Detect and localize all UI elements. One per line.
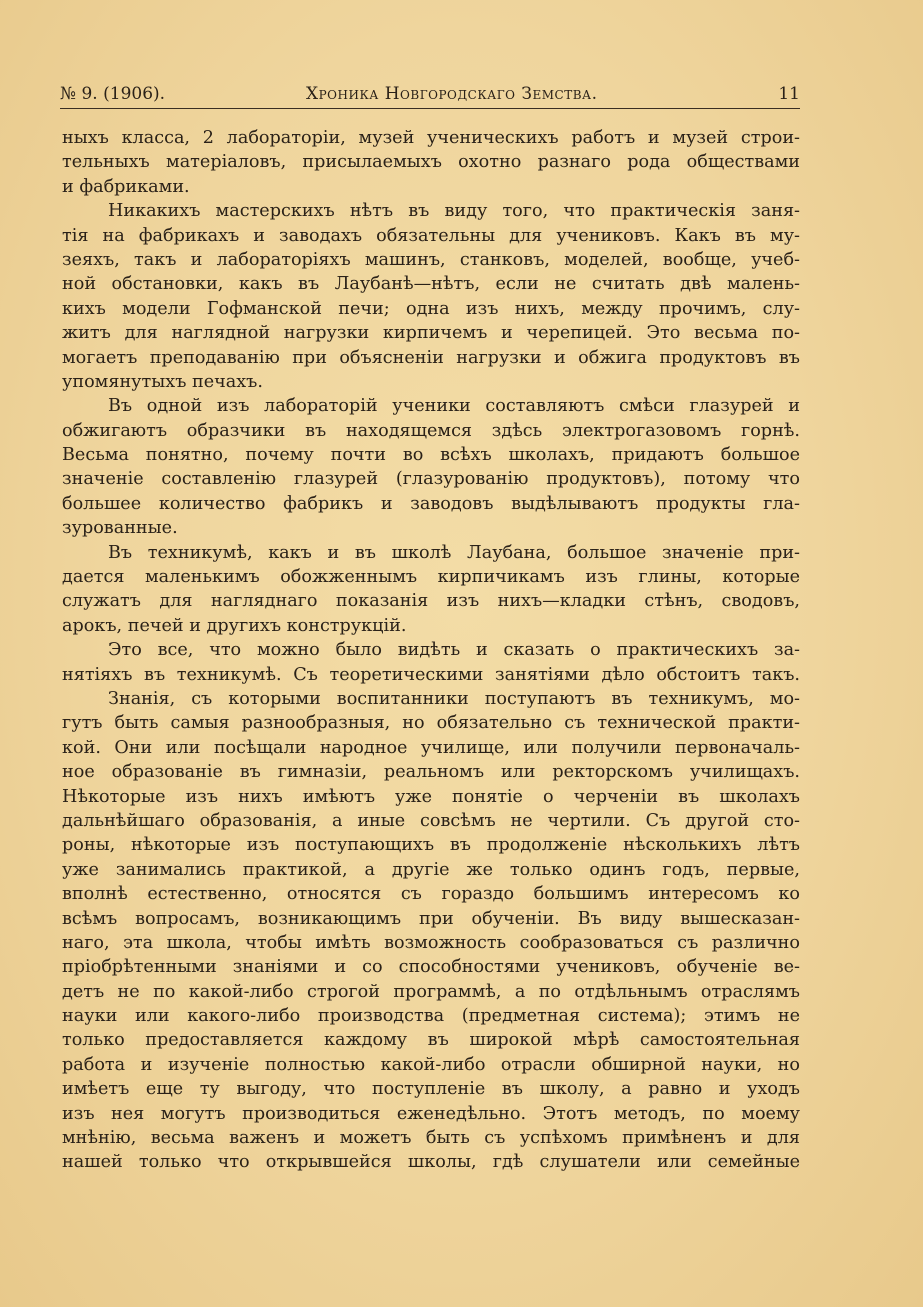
text-line: Весьма понятно, почему почти во всѣхъ школахъ, придаютъ большое — [62, 445, 800, 466]
text-line: кихъ модели Гофманской печи; одна изъ нихъ, между прочимъ, слу- — [62, 298, 800, 319]
text-line: дальнѣйшаго образованія, а иные совсѣмъ не чертили. Съ другой сто- — [62, 810, 800, 831]
text-line: служатъ для нагляднаго показанія изъ нихъ—кладки стѣнъ, сводовъ, — [62, 591, 800, 612]
text-line: наго, эта школа, чтобы имѣть возможность сообразоваться съ различно — [62, 932, 800, 953]
text-line: могаетъ преподаванію при объясненіи нагрузки и обжига продуктовъ въ — [62, 347, 800, 368]
text-line: обжигаютъ образчики въ находящемся здѣсь электрогазовомъ горнѣ. — [62, 420, 800, 441]
text-line: арокъ, печей и другихъ конструкцій. — [62, 615, 407, 636]
text-line: зурованные. — [62, 518, 178, 539]
text-line: Это все, что можно было видѣть и сказать о практическихъ за- — [108, 640, 800, 661]
text-line: Въ техникумѣ, какъ и въ школѣ Лаубана, большое значеніе при- — [108, 542, 800, 563]
text-line: имѣетъ еще ту выгоду, что поступленіе въ школу, а равно и уходъ — [62, 1079, 800, 1100]
text-line: упомянутыхъ печахъ. — [62, 371, 263, 392]
text-line: Въ одной изъ лабораторій ученики составляютъ смѣси глазурей и — [108, 396, 800, 417]
text-line: науки или какого-либо производства (предметная система); этимъ не — [62, 1006, 800, 1027]
text-line: тельныхъ матеріаловъ, присылаемыхъ охотно разнаго рода обществами — [62, 152, 800, 173]
text-line: дается маленькимъ обожженнымъ кирпичикамъ изъ глины, которые — [62, 567, 800, 588]
text-line: нашей только что открывшейся школы, гдѣ слушатели или семейные — [62, 1152, 800, 1173]
issue-number: № 9. (1906). — [60, 84, 166, 104]
text-line: мнѣнію, весьма важенъ и можетъ быть съ успѣхомъ примѣненъ и для — [62, 1128, 800, 1149]
text-line: гутъ быть самыя разнообразныя, но обязательно съ технической практи- — [62, 713, 800, 734]
text-line: всѣмъ вопросамъ, возникающимъ при обученіи. Въ виду вышесказан- — [62, 908, 800, 929]
running-header — [60, 80, 800, 109]
text-line: Никакихъ мастерскихъ нѣтъ въ виду того, что практическія заня- — [108, 201, 800, 222]
text-line: вполнѣ естественно, относятся съ гораздо большимъ интересомъ ко — [62, 884, 800, 905]
text-line: работа и изученіе полностью какой-либо отрасли обширной науки, но — [62, 1054, 800, 1075]
text-line: нятіяхъ въ техникумѣ. Съ теоретическими занятіями дѣло обстоитъ такъ. — [62, 664, 800, 685]
text-line: пріобрѣтенными знаніями и со способностями учениковъ, обученіе ве- — [62, 957, 800, 978]
text-line: Нѣкоторые изъ нихъ имѣютъ уже понятіе о черченіи въ школахъ — [62, 786, 800, 807]
text-line: уже занимались практикой, а другіе же только одинъ годъ, первые, — [62, 859, 800, 880]
text-line: житъ для наглядной нагрузки кирпичемъ и черепицей. Это весьма по- — [62, 323, 800, 344]
text-line: ное образованіе въ гимназіи, реальномъ или ректорскомъ училищахъ. — [62, 762, 800, 783]
text-line: зеяхъ, такъ и лабораторіяхъ машинъ, станковъ, моделей, вообще, учеб- — [62, 249, 800, 270]
text-line: детъ не по какой-либо строгой программѣ, а по отдѣльнымъ отраслямъ — [62, 981, 800, 1002]
text-line: большее количество фабрикъ и заводовъ выдѣлываютъ продукты гла- — [62, 493, 800, 514]
text-line: значеніе составленію глазурей (глазурованію продуктовъ), потому что — [62, 469, 800, 490]
text-line: роны, нѣкоторые изъ поступающихъ въ продолженіе нѣсколькихъ лѣтъ — [62, 835, 800, 856]
journal-title: Хроника Новгородскаго Земства. — [306, 84, 598, 104]
text-line: тія на фабрикахъ и заводахъ обязательны для учениковъ. Какъ въ му- — [62, 225, 800, 246]
text-line: Знанія, съ которыми воспитанники поступаютъ въ техникумъ, мо- — [108, 688, 800, 709]
text-line: и фабриками. — [62, 176, 190, 197]
text-line: ной обстановки, какъ въ Лаубанѣ—нѣтъ, если не считать двѣ малень- — [62, 274, 800, 295]
body-text — [62, 126, 800, 1175]
text-line: только предоставляется каждому въ широкой мѣрѣ самостоятельная — [62, 1030, 800, 1051]
page-number: 11 — [778, 84, 800, 104]
text-line: изъ нея могутъ производиться еженедѣльно. Этотъ методъ, по моему — [62, 1103, 800, 1124]
text-line: ныхъ класса, 2 лабораторіи, музей ученическихъ работъ и музей строи- — [62, 128, 800, 148]
text-line: кой. Они или посѣщали народное училище, или получили первоначаль- — [62, 737, 800, 758]
